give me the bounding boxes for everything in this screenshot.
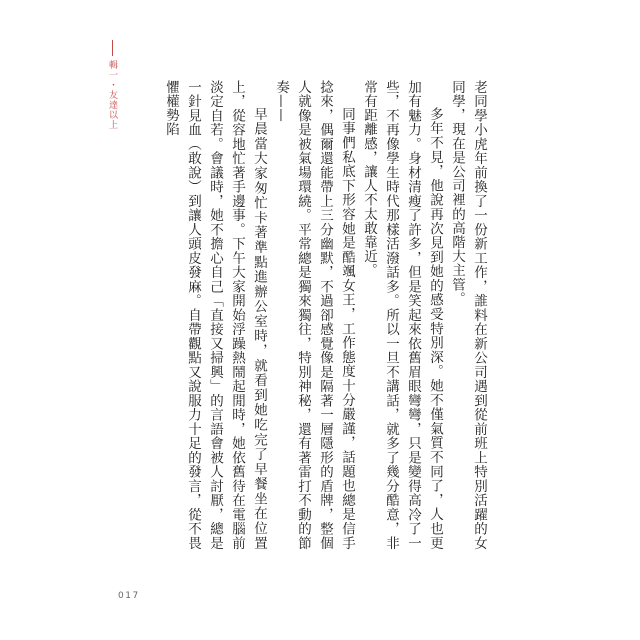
page-number: 017 (118, 591, 140, 601)
paragraph: 早晨當大家匆忙卡著準點進辦公室時，就看到她吃完了早餐坐在位置上，從容地忙著手邊事。下午大家開始浮躁熱鬧起閒時，她依舊待在電腦前淡定自若。會議時，她不擔心自己「直接又掃興」的言語會被人討厭，總是一針見血（敢說）到讓人頭皮發麻。自帶觀點又說服力十足的發言，從不畏懼權勢陷 (163, 80, 267, 550)
paragraph: 同事們私底下形容她是酷颯女王，工作態度十分嚴謹，話題也總是信手捻來，偶爾還能帶上三分幽默，不過卻感覺像是隔著一層隱形的盾牌，整個人就像是被氣場環繞。平常總是獨來獨往，特別神秘，還有著雷打不動的節奏—— (273, 80, 355, 550)
running-head-text: 輯一・友達以上 (107, 60, 117, 130)
running-head-rule (112, 40, 113, 56)
paragraph: 多年不見，他說再次見到她的感受特別深。她不僅氣質不同了，人也更加有魅力。身材清瘦了許多，但是笑起來依舊眉眼彎彎，只是變得高冷了一些，不再像學生時代那樣活潑話多。所以一旦不講話，就多了幾分酷意，非常有距離感，讓人不太敢靠近。 (361, 80, 443, 550)
body-text (160, 80, 490, 550)
paragraph: 老同學小虎年前換了一份新工作，誰料在新公司遇到從前班上特別活躍的女同學，現在是公司裡的高階大主管。 (449, 80, 487, 550)
running-head (104, 40, 124, 130)
